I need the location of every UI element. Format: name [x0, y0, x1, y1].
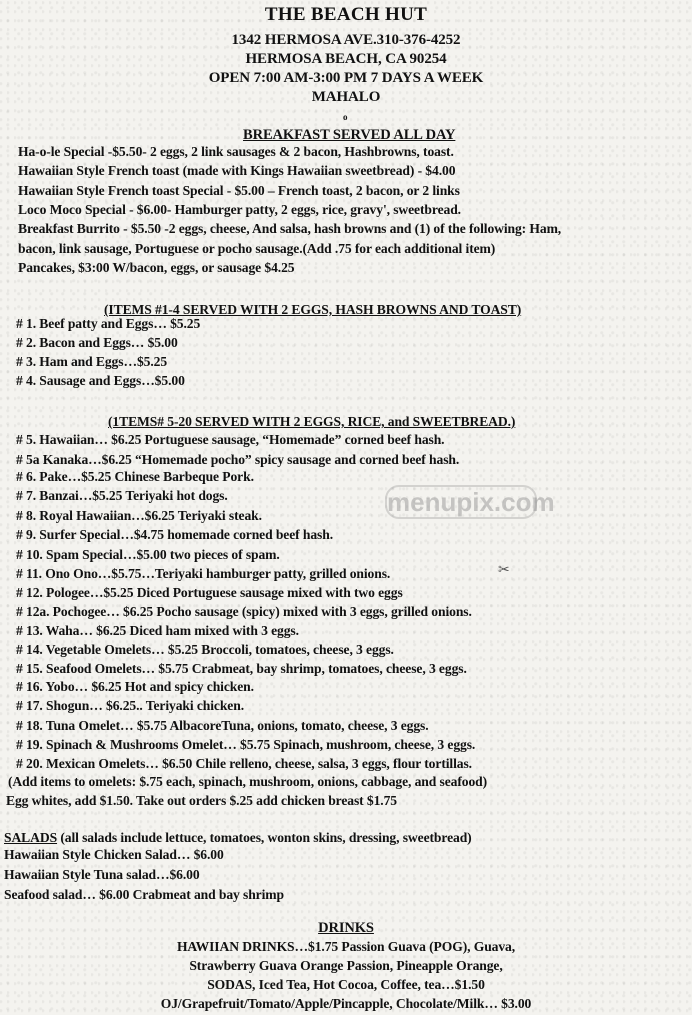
salad-item: Hawaiian Style Tuna salad…$6.00 [4, 867, 200, 882]
breakfast-item: Ha-o-le Special -$5.50- 2 eggs, 2 link sausages & 2 bacon, Hashbrowns, toast. [18, 144, 454, 159]
menu-item: # 18. Tuna Omelet… $5.75 AlbacoreTuna, onions, tomato, cheese, 3 eggs. [16, 718, 429, 733]
salads-note: (all salads include lettuce, tomatoes, wonton skins, dressing, sweetbread) [57, 830, 472, 845]
breakfast-heading: BREAKFAST SERVED ALL DAY [243, 127, 456, 143]
breakfast-item: Loco Moco Special - $6.00- Hamburger patty, 2 eggs, rice, gravy', sweetbread. [18, 202, 461, 217]
items-5-20-heading: (1TEMS# 5-20 SERVED WITH 2 EGGS, RICE, and SWEETBREAD.) [108, 414, 516, 429]
hours-line: OPEN 7:00 AM-3:00 PM 7 DAYS A WEEK [208, 70, 484, 86]
menu-item: # 19. Spinach & Mushrooms Omelet… $5.75 Spinach, mushroom, cheese, 3 eggs. [16, 737, 476, 752]
menu-item: # 3. Ham and Eggs…$5.25 [16, 354, 168, 369]
menu-item: # 13. Waha… $6.25 Diced ham mixed with 3 eggs. [16, 623, 299, 638]
mahalo-line: MAHALO [311, 89, 381, 105]
drinks-heading: DRINKS [318, 920, 374, 936]
breakfast-item: Breakfast Burrito - $5.50 -2 eggs, cheese, And salsa, hash browns and (1) of the following: Ham, [18, 221, 562, 236]
salads-heading-line [4, 829, 472, 846]
menu-item: # 9. Surfer Special…$4.75 homemade corned beef hash. [16, 527, 334, 542]
menu-item: # 20. Mexican Omelets… $6.50 Chile relleno, cheese, salsa, 3 eggs, flour tortillas. [16, 756, 472, 771]
menu-item: # 10. Spam Special…$5.00 two pieces of spam. [16, 547, 280, 562]
menu-item: # 15. Seafood Omelets… $5.75 Crabmeat, bay shrimp, tomatoes, cheese, 3 eggs. [16, 661, 467, 676]
drinks-line: HAWIIAN DRINKS…$1.75 Passion Guava (POG), Guava, [176, 939, 516, 954]
breakfast-item: Pancakes, $3:00 W/bacon, eggs, or sausage $4.25 [18, 260, 295, 275]
salad-item: Hawaiian Style Chicken Salad… $6.00 [4, 847, 224, 862]
restaurant-title: THE BEACH HUT [264, 4, 428, 25]
menu-item: # 1. Beef patty and Eggs… $5.25 [16, 316, 201, 331]
menu-item: # 5. Hawaiian… $6.25 Portuguese sausage, “Homemade” corned beef hash. [16, 432, 445, 447]
items-1-4-heading: (ITEMS #1-4 SERVED WITH 2 EGGS, HASH BROWNS AND TOAST) [104, 302, 522, 317]
drinks-line: OJ/Grapefruit/Tomato/Apple/Pincapple, Chocolate/Milk… $3.00 [160, 996, 532, 1011]
menu-item: # 17. Shogun… $6.25.. Teriyaki chicken. [16, 698, 244, 713]
menu-item: # 5a Kanaka…$6.25 “Homemade pocho” spicy sausage and corned beef hash. [16, 452, 460, 467]
drinks-line: SODAS, Iced Tea, Hot Cocoa, Coffee, tea…$1.50 [207, 977, 485, 992]
omelet-addons: (Add items to omelets: $.75 each, spinach, mushroom, onions, cabbage, and seafood) [8, 774, 488, 789]
menu-item: # 12. Pologee…$5.25 Diced Portuguese sausage mixed with two eggs [16, 585, 403, 600]
menu-item: # 2. Bacon and Eggs… $5.00 [16, 335, 178, 350]
menu-item: # 4. Sausage and Eggs…$5.00 [16, 373, 185, 388]
menu-item: # 12a. Pochogee… $6.25 Pocho sausage (spicy) mixed with 3 eggs, grilled onions. [16, 604, 472, 619]
extras-line: Egg whites, add $1.50. Take out orders $.25 add chicken breast $1.75 [6, 793, 397, 808]
salads-heading: SALADS [4, 830, 58, 845]
menu-item: # 6. Pake…$5.25 Chinese Barbeque Pork. [16, 469, 254, 484]
breakfast-item: bacon, link sausage, Portuguese or pocho sausage.(Add .75 for each additional item) [18, 241, 496, 256]
address-line: 1342 HERMOSA AVE.310-376-4252 [231, 32, 461, 48]
drinks-line: Strawberry Guava Orange Passion, Pineapple Orange, [189, 958, 503, 973]
city-line: HERMOSA BEACH, CA 90254 [245, 51, 447, 67]
salad-item: Seafood salad… $6.00 Crabmeat and bay shrimp [4, 887, 284, 902]
menu-item: # 16. Yobo… $6.25 Hot and spicy chicken. [16, 679, 254, 694]
breakfast-item: Hawaiian Style French toast (made with Kings Hawaiian sweetbread) - $4.00 [18, 163, 456, 178]
header-dot: o [343, 112, 348, 122]
menupix-watermark: menupix.com [387, 487, 555, 517]
breakfast-item: Hawaiian Style French toast Special - $5.00 – French toast, 2 bacon, or 2 links [18, 183, 460, 198]
scissor-icon: ✂ [498, 563, 510, 578]
menu-item: # 11. Ono Ono…$5.75…Teriyaki hamburger patty, grilled onions. [16, 566, 391, 581]
menu-item: # 8. Royal Hawaiian…$6.25 Teriyaki steak. [16, 508, 262, 523]
menu-item: # 7. Banzai…$5.25 Teriyaki hot dogs. [16, 488, 228, 503]
menu-item: # 14. Vegetable Omelets… $5.25 Broccoli, tomatoes, cheese, 3 eggs. [16, 642, 394, 657]
